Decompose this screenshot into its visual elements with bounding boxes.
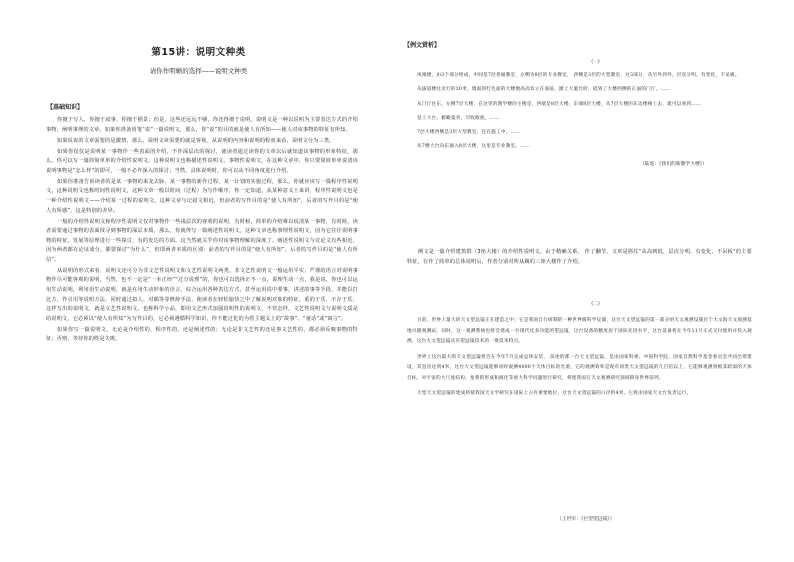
lesson-title: 第15讲：说明文种类 xyxy=(151,47,246,58)
right-page xyxy=(397,0,794,562)
example-passage-2 xyxy=(407,316,752,405)
passage-source-1: （陆进：《我们的新教学大楼》） xyxy=(639,162,707,168)
paragraph: 如果你仅仅是说明某一事物作一些表面的介绍，不作深层次的探讨，使读者通过读你的文章以后就知道该事物的形象特征，那么，你可以写一篇简简单单的介绍性说明文，这种说明文也称描述性说明文、事物性说明文。在这种文章中，你只要简简单单说清该说明事物是“怎么样”的即可，一般不必作深入的探讨；当然，具体说明时，你可以从不同角度进行介绍。 xyxy=(46,148,358,174)
paragraph: 从说明的形式来看，说明文还可分为非文艺性说明文和文艺性说明文两类。非文艺性说明文一般运用平实、严谨的语言对说明事物作尽可能客观的说明，当然，也不一定是“一本正经”“过分说理”的，你也可以选择正不一点，说理生动一点，我是说，你也可以运用生动说明，利用语生动说明，就是在用生动形象的语言，综合运用各种表达方式，甚至运用说中要事，讲述故事等手段，并能以打比方，作引用等说明方法，同时通过拟人、对偶等等修辞手法，使读者在轻松愉快之中了解说明对象的特征。重的于乐，不存于乐，这样写出的说明文，就是文艺性说明文，也称科学小品，即用文艺形式加强说明性的说明文，不管怎样，文艺性说明文与说明文质是的说明文，它必须以“使人有所知”为写作目的，它必须遵循科学知识，你不能过化的为着主题义上的“故事”、“童话”或“寓言”。 xyxy=(46,267,358,322)
paragraph: 如果你准备告诉读者的是某一事物的来龙去脉、某一事物的新作过程、某一计划的实施过程，那么，你就应该写一篇程序性说明文。这种说明文也称时间性说明文，这种文章一般以时间（过程）为写作顺序，你一定知道，从某种意义上来讲，程序性说明文也是一种介绍性说明文——介绍某一过程的说明文，这种文章与记叙文相近，但前者的写作目的是“使人有所知”，后者的写作目的是“使人有所感”，这是特别的差异。 xyxy=(46,178,358,214)
paragraph: 你擅于写人，你擅于叙事，你擅于描景；但是，这些还远远不够，你还得擅于说明。说明文是一种以说明为主要表达方式的介绍事物、阐明事理的文章。如果你准备用笔“说”一篇说明文，那么，你“说”的目的就是使人有所知——使人对该事物的特征有所知。 xyxy=(46,117,358,133)
example-passage-1 xyxy=(407,72,747,167)
paragraph: 一般的介绍性说明文和程序性说明文仅对事物作一些浅层次的客观的说明，有时候，简单的介绍难以说清某一事物，有时候，读者需要通过事物的表面找寻到事物的深层本质，那么，你就得写一篇阐述性说明文。这种文章也称事理性说明文，因为它往往说明事物的特征，发展等原理进行一些探讨，有的发达的方面，这当然就关乎你对该事物理解的深度了。阐述性说明文与议论文有些相近，因为两者都有论证成分，都要探讨“为什么”，但即两者本质的区别：前者的写作目的是“使人有所知”，后者的写作目的是“使人有所信”。 xyxy=(46,218,358,263)
passage-paragraph: 大型天文望远镜的建成将使我国天文学研究在国际上占有重要地位，这台天文望远镜的口径约4米，它将由国家天文台负责运行， xyxy=(417,391,692,396)
passage-source-2: （王世军：《巨型望远镜》） xyxy=(557,517,615,522)
passage-paragraph: 从门厅往东，左侧7层大楼，在这里的教学楼的主楼是，西端是8层大楼，东端8层大楼，从7层大楼的东边楼梯上去，就可以看到…… xyxy=(417,101,701,107)
passage-paragraph: 世界上这台最大的天文望远镜将会在今年7月完成总体安装， 前述的那一台天文望远镜，是由国家科委、中国科学院、国家自然科学基金委员会共同出资建设，其直径达到4米，这台大文望远镜能够同时观测4000个天体目标的光谱，它的观测效率是现有同类天文望远镜的几百倍以上，它能够观测到极其暗弱的天体目标，对宇宙的大尺度结构、星系的形成和演化等重大科学问题进行研究，将使我国在天文观测研究领域跻身世界前列。 xyxy=(407,354,752,381)
basic-knowledge-heading: 【基础知识】 xyxy=(47,104,84,111)
passage-paragraph: 目前，世界上最大的天文望远镜正在建造之中，它是我国自行研制的一种世界级科学仪器，这台天文望远镜的第一部分的天文观测设施位于大文海天文观测基地兴隆观测站。同时，这一观测系统也将会建成一台现代化多功能的望远镜，这台设备的精度居于国际先进水平，这台设备将在今年11月正式交付使用并投入观测，这台大文望远镜具有望远镜技术的一批技术特点。 xyxy=(407,318,752,344)
example-summary xyxy=(407,248,752,269)
paragraph: 如果说说的文章需要的是激情，那么，说明文章需要的就是客观。从说明的内容和说明的程度来看，说明文分为三类。 xyxy=(57,137,335,144)
section-marker-2: (二) xyxy=(591,302,600,307)
passage-paragraph: 登上大台，俯瞰曼青，尽收眼底。…… xyxy=(417,115,500,121)
passage-paragraph: 凤凰楼，由3个部分组成，中间是7层普通教室，左侧为8层的专业教室， 西侧是3层的大型教室，这3部分，从另外到外，层次分明，有变化，不呆板。 xyxy=(417,73,740,78)
lesson-subtitle: 请你作明晰的选择——说明文种类 xyxy=(149,67,248,75)
basic-knowledge-body xyxy=(46,116,358,346)
section-marker-1: (一) xyxy=(591,60,600,65)
paragraph: 如果你写一篇说明文，无论是介绍性的、程序性的，还是阐述性的；无论是非文艺性的还是事文艺性的，都必须反映事物的特征；否则，等待你的终是失败。 xyxy=(46,326,358,343)
summary-paragraph: 例文是一篇介绍建筑群（3座大楼）的介绍性说明文，由于精确关系， 作了翻节。文章是抓住“从高到低，层次分明，有变化，不呆板”的主要特征，在作了简单的总体说明后，作者分别对所从踢的三座大楼作了介绍。 xyxy=(407,249,752,265)
example-analysis-heading: 【例文赏析】 xyxy=(404,42,441,49)
passage-paragraph: 从拔道楼往北行的30米，墙面的红色面的大楼便高高耸立在面前，踏上大厦台阶，抵到了大楼西侧的正面的门厅。…… xyxy=(417,87,671,93)
passage-paragraph: 7层大楼西侧是3层大型教室，还在施工中。…… xyxy=(417,130,521,136)
passage-paragraph: 从7楼大台向东通入8层大楼，这里是专业教室。…… xyxy=(417,144,530,150)
